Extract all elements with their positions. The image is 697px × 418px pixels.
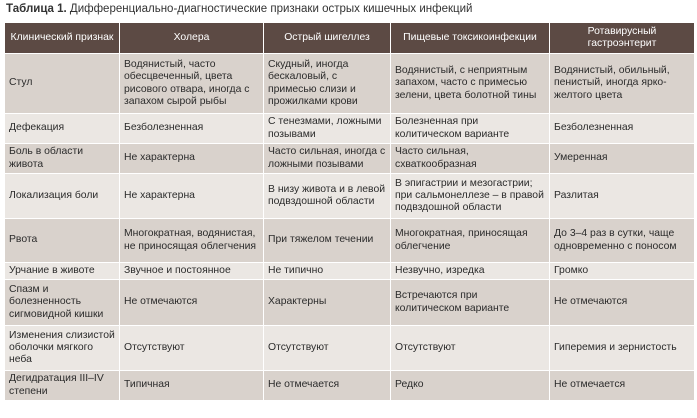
cell-cholera: Водянистый, часто обесцвеченный, цвета рисового отвара, иногда с запахом сырой рыбы — [120, 54, 264, 114]
cell-sign: Дегидратация III–IV степени — [5, 371, 120, 401]
cell-sign: Дефекация — [5, 114, 120, 144]
table-row — [5, 326, 695, 371]
cell-shigellosis: Отсутствуют — [264, 326, 391, 371]
cell-shigellosis: Часто сильная, иногда с ложными позывами — [264, 144, 391, 174]
cell-sign: Стул — [5, 54, 120, 114]
table-row — [5, 144, 695, 174]
table-caption — [6, 3, 472, 15]
cell-shigellosis: Характерны — [264, 280, 391, 326]
cell-rotavirus: Водянистый, обильный, пенистый, иногда ярко-желтого цвета — [550, 54, 695, 114]
cell-sign: Рвота — [5, 219, 120, 263]
cell-toxicoinfection: Часто сильная, схваткообразная — [391, 144, 550, 174]
cell-rotavirus: Не отмечается — [550, 371, 695, 401]
header-cholera: Холера — [120, 23, 264, 54]
cell-cholera: Не характерна — [120, 174, 264, 219]
cell-rotavirus: До 3–4 раз в сутки, чаще одновременно с поносом — [550, 219, 695, 263]
cell-toxicoinfection: Редко — [391, 371, 550, 401]
header-sign: Клинический признак — [5, 23, 120, 54]
cell-sign: Локализация боли — [5, 174, 120, 219]
table-row — [5, 280, 695, 326]
cell-cholera: Типичная — [120, 371, 264, 401]
cell-toxicoinfection: В эпигастрии и мезогастрии; при сальмонеллезе – в правой подвздошной области — [391, 174, 550, 219]
cell-cholera: Отсутствуют — [120, 326, 264, 371]
cell-toxicoinfection: Отсутствуют — [391, 326, 550, 371]
caption-text: Дифференциально-диагностические признаки острых кишечных инфекций — [66, 3, 473, 15]
header-toxicoinfection: Пищевые токсикоинфекции — [391, 23, 550, 54]
diagnostic-table — [4, 22, 695, 401]
cell-toxicoinfection: Болезненная при колитическом варианте — [391, 114, 550, 144]
cell-shigellosis: Не типично — [264, 263, 391, 280]
cell-shigellosis: Скудный, иногда бескаловый, с примесью слизи и прожилками крови — [264, 54, 391, 114]
cell-cholera: Многократная, водянистая, не приносящая облегчения — [120, 219, 264, 263]
cell-cholera: Безболезненная — [120, 114, 264, 144]
cell-shigellosis: В низу живота и в левой подвздошной области — [264, 174, 391, 219]
table-row — [5, 54, 695, 114]
header-row — [5, 23, 695, 54]
cell-toxicoinfection: Многократная, приносящая облегчение — [391, 219, 550, 263]
cell-sign: Урчание в животе — [5, 263, 120, 280]
cell-rotavirus: Громко — [550, 263, 695, 280]
table-row — [5, 174, 695, 219]
cell-sign: Боль в области живота — [5, 144, 120, 174]
table-row — [5, 263, 695, 280]
cell-cholera: Звучное и постоянное — [120, 263, 264, 280]
cell-shigellosis: Не отмечается — [264, 371, 391, 401]
table-row — [5, 219, 695, 263]
table-row — [5, 371, 695, 401]
cell-rotavirus: Гиперемия и зернистость — [550, 326, 695, 371]
cell-rotavirus: Умеренная — [550, 144, 695, 174]
cell-toxicoinfection: Водянистый, с неприятным запахом, часто с примесью зелени, цвета болотной тины — [391, 54, 550, 114]
cell-sign: Изменения слизистой оболочки мягкого неба — [5, 326, 120, 371]
cell-shigellosis: С тенезмами, ложными позывами — [264, 114, 391, 144]
caption-label: Таблица 1. — [6, 3, 67, 15]
header-rotavirus: Ротавирусный гастроэнтерит — [550, 23, 695, 54]
cell-cholera: Не отмечаются — [120, 280, 264, 326]
cell-toxicoinfection: Встречаются при колитическом варианте — [391, 280, 550, 326]
table-row — [5, 114, 695, 144]
header-shigellosis: Острый шигеллез — [264, 23, 391, 54]
cell-toxicoinfection: Незвучно, изредка — [391, 263, 550, 280]
cell-rotavirus: Безболезненная — [550, 114, 695, 144]
cell-shigellosis: При тяжелом течении — [264, 219, 391, 263]
cell-cholera: Не характерна — [120, 144, 264, 174]
cell-rotavirus: Не отмечаются — [550, 280, 695, 326]
cell-rotavirus: Разлитая — [550, 174, 695, 219]
cell-sign: Спазм и болезненность сигмовидной кишки — [5, 280, 120, 326]
